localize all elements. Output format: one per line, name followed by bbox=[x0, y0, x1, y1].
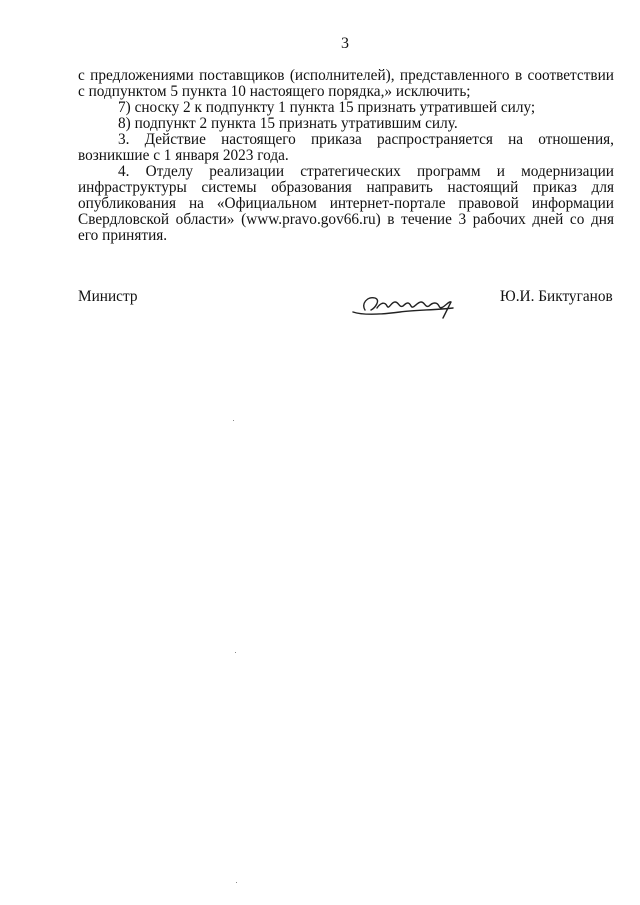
text-line: опубликования на «Официальном интернет-портале правовой информации bbox=[78, 195, 614, 212]
text-line: с предложениями поставщиков (исполнителей), представленного в соответствии bbox=[78, 67, 614, 84]
signatory-name: Ю.И. Биктуганов bbox=[500, 288, 613, 305]
text-line: с подпунктом 5 пункта 10 настоящего порядка,» исключить; bbox=[78, 83, 471, 100]
text-line: инфраструктуры системы образования направить настоящий приказ для bbox=[78, 179, 614, 196]
text-line: 8) подпункт 2 пункта 15 признать утратившим силу. bbox=[118, 115, 458, 132]
handwritten-signature bbox=[345, 290, 460, 320]
text-line: Свердловской области» (www.pravo.gov66.ru) в течение 3 рабочих дней со дня bbox=[78, 211, 614, 228]
signatory-position: Министр bbox=[78, 288, 138, 305]
scan-speck bbox=[235, 652, 236, 653]
scan-speck bbox=[233, 420, 234, 421]
scan-speck bbox=[236, 882, 237, 883]
text-line: возникшие с 1 января 2023 года. bbox=[78, 147, 289, 164]
text-line: 3. Действие настоящего приказа распространяется на отношения, bbox=[118, 131, 614, 148]
text-line: 4. Отделу реализации стратегических программ и модернизации bbox=[118, 163, 614, 180]
text-line: 7) сноску 2 к подпункту 1 пункта 15 признать утратившей силу; bbox=[118, 99, 536, 116]
page-number: 3 bbox=[341, 35, 349, 52]
text-line: его принятия. bbox=[78, 227, 168, 244]
